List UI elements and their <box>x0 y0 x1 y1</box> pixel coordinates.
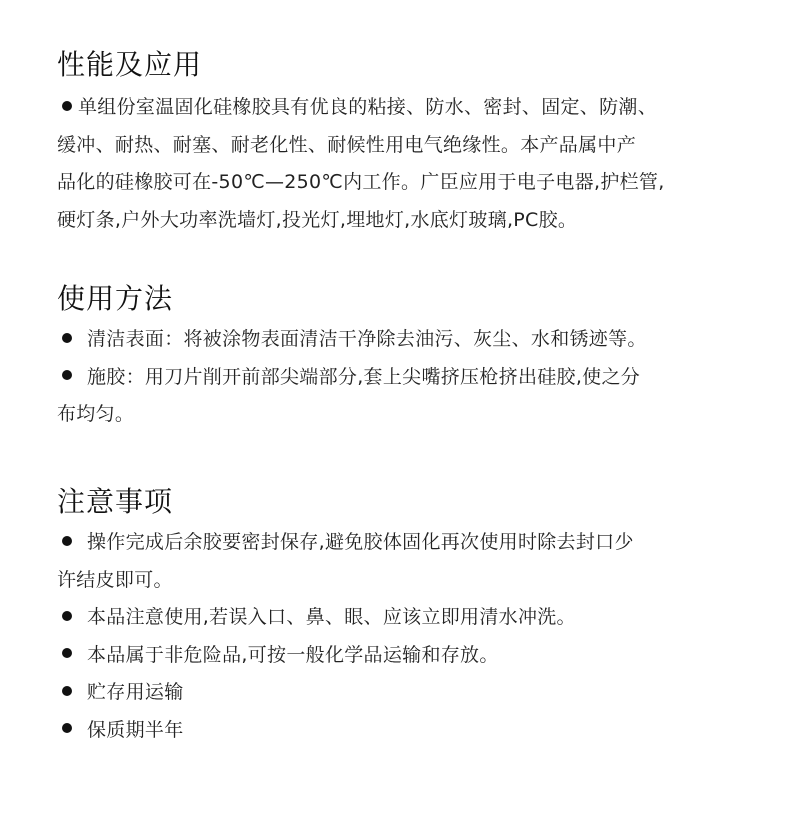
notes-title: 注意事项 <box>57 485 174 518</box>
notes-item-5 <box>57 712 747 750</box>
notes-item-1 <box>57 524 747 562</box>
bullet-dot-icon <box>62 611 72 621</box>
bullet-dot-icon <box>62 333 72 343</box>
bullet-dot-icon <box>62 723 72 733</box>
performance-line-3: 品化的硅橡胶可在-50℃—250℃内工作。广臣应用于电子电器,护栏管, <box>57 171 665 193</box>
notes-item-4 <box>57 674 747 712</box>
bullet-dot-icon <box>62 370 72 380</box>
notes-item-2 <box>57 599 747 637</box>
performance-line-1 <box>57 89 747 127</box>
bullet-dot-icon <box>62 536 72 546</box>
notes-item-3-text: 本品属于非危险品,可按一般化学品运输和存放。 <box>87 643 499 666</box>
bullet-dot-icon <box>62 686 72 696</box>
usage-section <box>57 281 747 434</box>
notes-list <box>57 524 747 749</box>
usage-item-2 <box>57 359 747 397</box>
performance-line-4: 硬灯条,户外大功率洗墙灯,投光灯,埋地灯,水底灯玻璃,PC胶。 <box>57 208 578 231</box>
notes-item-3 <box>57 637 747 675</box>
usage-item-2-text: 施胶：用刀片削开前部尖端部分,套上尖嘴挤压枪挤出硅胶,使之分 <box>87 365 641 388</box>
performance-section <box>57 47 747 239</box>
notes-item-1-text: 操作完成后余胶要密封保存,避免胶体固化再次使用时除去封口少 <box>87 531 634 553</box>
notes-item-1-continuation: 许结皮即可。 <box>57 568 173 591</box>
bullet-dot-icon <box>62 648 72 658</box>
usage-item-1-text: 清洁表面：将被涂物表面清洁干净除去油污、灰尘、水和锈迹等。 <box>87 328 647 350</box>
performance-text-1: 单组份室温固化硅橡胶具有优良的粘接、防水、密封、固定、防潮、 <box>78 96 658 118</box>
usage-title: 使用方法 <box>57 282 174 315</box>
bullet-dot-icon <box>62 101 72 111</box>
performance-title: 性能及应用 <box>57 48 203 81</box>
usage-list <box>57 321 747 434</box>
performance-body <box>57 89 747 239</box>
usage-item-2-continuation: 布均匀。 <box>57 403 135 425</box>
notes-item-2-text: 本品注意使用,若误入口、鼻、眼、应该立即用清水冲洗。 <box>87 606 576 628</box>
performance-line-2: 缓冲、耐热、耐塞、耐老化性、耐候性用电气绝缘性。本产品属中产 <box>57 133 637 156</box>
notes-item-4-text: 贮存用运输 <box>87 681 184 703</box>
notes-item-5-text: 保质期半年 <box>87 718 184 741</box>
notes-section <box>57 484 747 749</box>
usage-item-1 <box>57 321 747 359</box>
